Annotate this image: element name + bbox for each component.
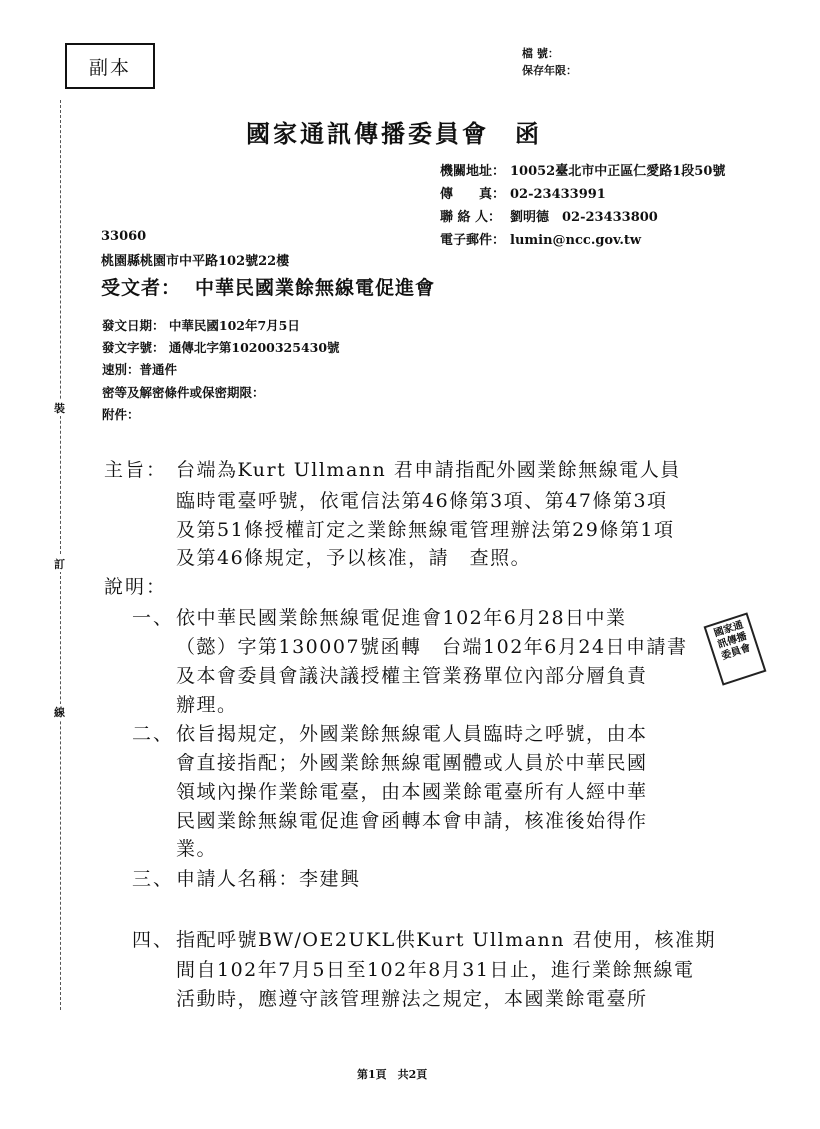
subject-line: 台端為Kurt Ullmann 君申請指配外國業餘無線電人員 <box>176 459 681 481</box>
item-number: 三、 <box>132 868 175 890</box>
attachment: 附件： <box>102 407 140 422</box>
binding-line <box>60 100 61 1010</box>
subject-line: 臨時電臺呼號，依電信法第46條第3項、第47條第3項 <box>176 490 668 512</box>
official-stamp <box>704 612 767 685</box>
item-line: 依中華民國業餘無線電促進會102年6月28日中業 <box>176 607 627 629</box>
issue-date <box>102 316 300 334</box>
copy-mark-text: 副本 <box>88 56 131 79</box>
item-line: 申請人名稱：李建興 <box>176 868 361 890</box>
item-line: 及本會委員會議決議授權主管業務單位內部分層負責 <box>176 665 648 687</box>
recipient-label: 受文者： <box>101 277 182 299</box>
email-label: 電子郵件： <box>440 233 506 248</box>
item-line: 指配呼號BW/OE2UKL供Kurt Ullmann 君使用，核准期 <box>176 929 717 951</box>
issue-number-label: 發文字號： <box>102 340 165 355</box>
issue-date-label: 發文日期： <box>102 318 165 333</box>
subject-line: 及第51條授權訂定之業餘無線電管理辦法第29條第1項 <box>176 519 675 541</box>
contact-fax <box>440 183 606 202</box>
item-line: 間自102年7月5日至102年8月31日止，進行業餘無線電 <box>176 959 695 981</box>
issue-number-value: 通傳北字第10200325430號 <box>168 340 340 355</box>
person-label: 聯 絡 人： <box>440 210 502 225</box>
address-value: 10052臺北市中正區仁愛路1段50號 <box>510 164 726 179</box>
item-line: 活動時，應遵守該管理辦法之規定，本國業餘電臺所 <box>176 988 648 1010</box>
recipient <box>101 273 435 300</box>
copy-mark-box <box>65 43 155 89</box>
contact-person <box>440 206 658 225</box>
item-line: 業。 <box>176 838 218 860</box>
contact-address <box>440 160 725 179</box>
binding-mark-ding: 訂 <box>54 558 65 571</box>
document-title <box>246 114 542 149</box>
recipient-street: 桃園縣桃園市中平路102號22樓 <box>101 254 290 269</box>
issue-number <box>102 338 340 356</box>
email-value: lumin@ncc.gov.tw <box>510 233 642 248</box>
item-line: 辦理。 <box>176 694 238 716</box>
item-line: （懿）字第130007號函轉 台端102年6月24日申請書 <box>176 636 688 658</box>
person-value: 劉明德 02-23433800 <box>510 210 658 225</box>
page-number: 第1頁 共2頁 <box>357 1068 428 1081</box>
fax-label: 傳 真： <box>440 187 506 202</box>
item-line: 依旨揭規定，外國業餘無線電人員臨時之呼號，由本 <box>176 723 648 745</box>
item-number: 二、 <box>132 723 175 745</box>
secrecy-level: 密等及解密條件或保密期限： <box>102 385 265 400</box>
stamp-text: 國家通訊傳播委員會 <box>712 619 753 663</box>
item-line: 民國業餘無線電促進會函轉本會申請，核准後始得作 <box>176 810 648 832</box>
subject-line: 及第46條規定，予以核准，請 查照。 <box>176 547 532 569</box>
explanation-label: 說明： <box>104 576 168 598</box>
binding-mark-zhuang: 裝 <box>54 402 65 415</box>
subject-label: 主旨： <box>104 459 168 481</box>
recipient-name: 中華民國業餘無線電促進會 <box>195 277 436 299</box>
item-line: 會直接指配；外國業餘無線電團體或人員於中華民國 <box>176 752 648 774</box>
recipient-zip: 33060 <box>101 229 147 244</box>
contact-email <box>440 229 641 248</box>
doc-type: 函 <box>515 119 542 148</box>
item-number: 四、 <box>132 929 175 951</box>
issue-date-value: 中華民國102年7月5日 <box>168 318 300 333</box>
address-label: 機關地址： <box>440 164 506 179</box>
fax-value: 02-23433991 <box>510 187 606 202</box>
file-number-label: 檔 號： <box>522 47 559 60</box>
binding-mark-xian: 線 <box>54 706 65 719</box>
speed-class: 速別：普通件 <box>102 362 178 377</box>
item-line: 領域內操作業餘電臺，由本國業餘電臺所有人經中華 <box>176 781 648 803</box>
org-name: 國家通訊傳播委員會 <box>246 119 489 148</box>
retention-label: 保存年限： <box>522 64 577 77</box>
item-number: 一、 <box>132 607 175 629</box>
